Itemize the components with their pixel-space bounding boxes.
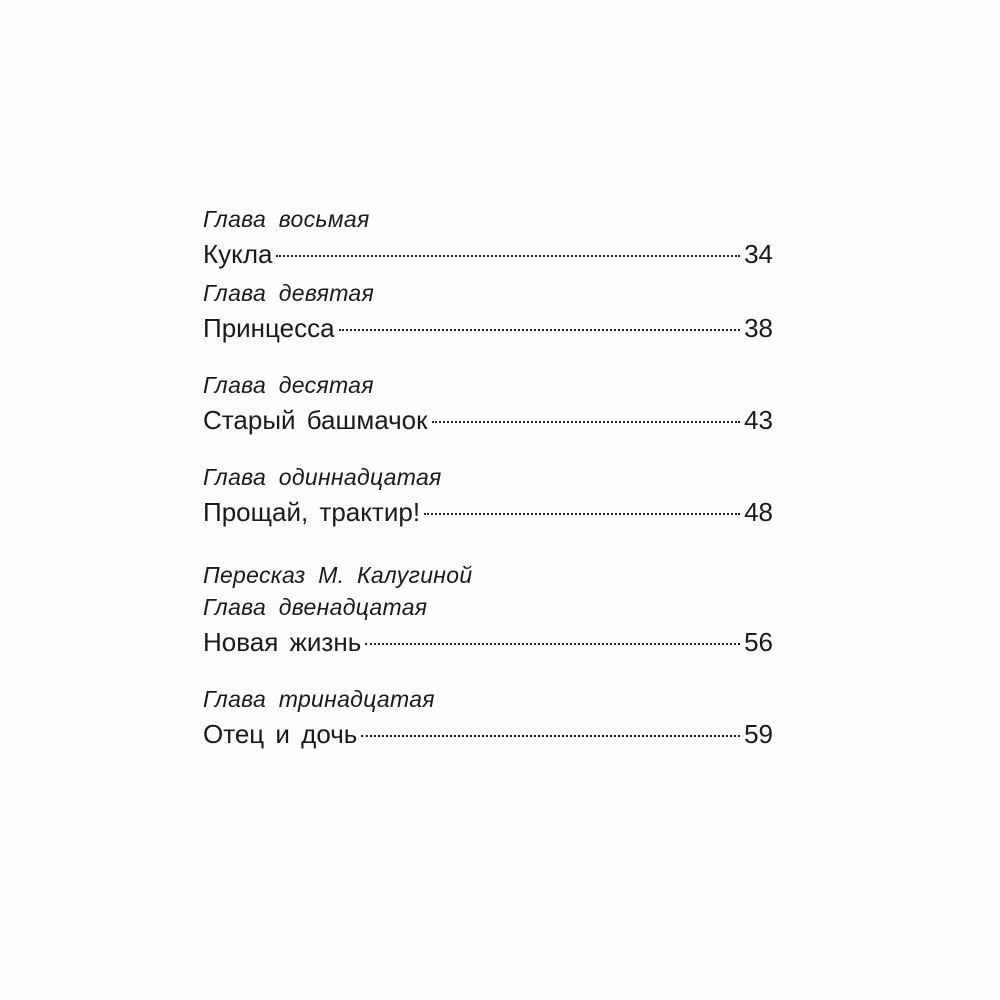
entry-title: Отец и дочь [203,719,358,749]
retelling-note: Пересказ М. Калугиной [203,562,473,588]
dot-leader [432,421,741,423]
page-number: 43 [744,405,773,435]
dot-leader [276,255,740,257]
entry-title: Принцесса [203,313,335,343]
toc-entry-9 [203,311,773,351]
toc-entry-13 [203,717,773,757]
toc-entry-10 [203,403,773,443]
toc-entry-8 [203,237,773,277]
entry-title: Кукла [203,239,273,269]
toc-entry-11 [203,495,773,535]
chapter-heading-11: Глава одиннадцатая [203,464,442,490]
chapter-heading-8: Глава восьмая [203,206,370,232]
table-of-contents [203,205,773,757]
chapter-heading-10: Глава десятая [203,372,374,398]
chapter-heading-9: Глава девятая [203,280,375,306]
chapter-heading-13: Глава тринадцатая [203,686,435,712]
entry-title: Новая жизнь [203,627,362,657]
chapter-heading-12: Глава двенадцатая [203,594,428,620]
dot-leader [424,513,740,515]
dot-leader [365,643,740,645]
page-number: 48 [744,497,773,527]
dot-leader [339,329,741,331]
page-number: 59 [744,719,773,749]
entry-title: Прощай, трактир! [203,497,421,527]
toc-entry-12 [203,625,773,665]
page-number: 38 [744,313,773,343]
page-number: 56 [744,627,773,657]
dot-leader [361,735,740,737]
page-number: 34 [744,239,773,269]
entry-title: Старый башмачок [203,405,428,435]
